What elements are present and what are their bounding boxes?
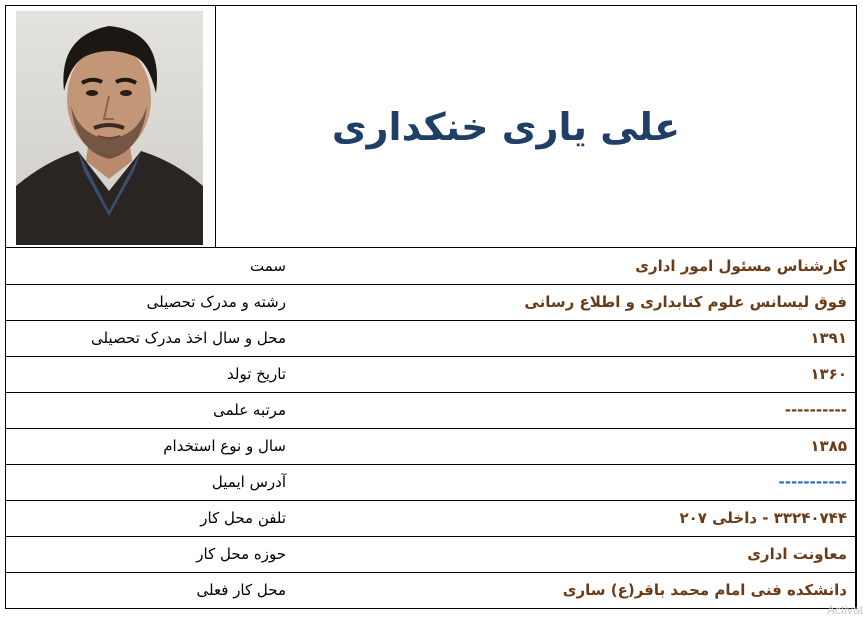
profile-header <box>6 6 856 248</box>
row-value-birth-date: ۱۳۶۰ <box>294 356 856 392</box>
row-value-position: کارشناس مسئول امور اداری <box>294 248 856 284</box>
activation-watermark: Activat <box>826 603 863 617</box>
table-row <box>6 572 856 608</box>
row-label-phone: تلفن محل کار <box>6 500 294 536</box>
row-label-employment: سال و نوع استخدام <box>6 428 294 464</box>
table-row <box>6 500 856 536</box>
row-label-position: سمت <box>250 256 286 275</box>
row-value-academic-rank: ---------- <box>294 392 856 428</box>
profile-sheet <box>5 5 857 609</box>
row-value-workplace: دانشکده فنی امام محمد باقر(ع) ساری <box>294 572 856 608</box>
person-name: علی یاری خنکداری <box>331 104 681 149</box>
table-row <box>6 464 856 500</box>
row-label-degree-year: محل و سال اخذ مدرک تحصیلی <box>6 320 294 356</box>
row-value-department: معاونت اداری <box>294 536 856 572</box>
name-cell <box>216 6 856 247</box>
row-label-email: آدرس ایمیل <box>6 464 294 500</box>
table-row <box>6 320 856 356</box>
row-value-email: ----------- <box>294 464 856 500</box>
table-row <box>6 428 856 464</box>
table-row <box>6 356 856 392</box>
info-table <box>6 248 856 608</box>
row-label-workplace: محل کار فعلی <box>6 572 294 608</box>
row-value-employment: ۱۳۸۵ <box>294 428 856 464</box>
table-row <box>6 392 856 428</box>
row-label-department: حوزه محل کار <box>6 536 294 572</box>
row-value-degree-year: ۱۳۹۱ <box>294 320 856 356</box>
table-row <box>6 536 856 572</box>
row-value-phone: ۳۳۲۴۰۷۴۴ - داخلی ۲۰۷ <box>294 500 856 536</box>
table-row <box>6 248 856 284</box>
photo-cell <box>6 6 216 247</box>
row-label-degree: رشته و مدرک تحصیلی <box>6 284 294 320</box>
row-label-birth-date: تاریخ تولد <box>6 356 294 392</box>
table-row <box>6 284 856 320</box>
row-label-academic-rank: مرتبه علمی <box>6 392 294 428</box>
portrait-photo <box>16 11 203 245</box>
row-value-degree: فوق لیسانس علوم کتابداری و اطلاع رسانی <box>294 284 856 320</box>
